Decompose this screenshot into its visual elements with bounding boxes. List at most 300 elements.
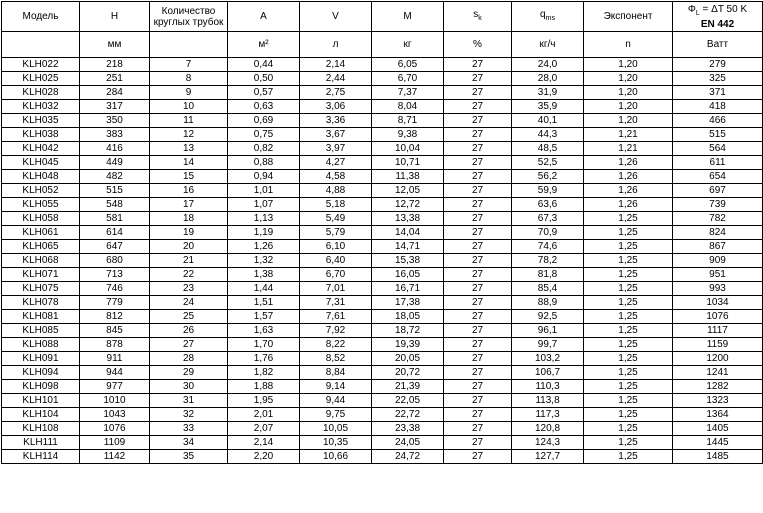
table-cell: 1282 xyxy=(673,380,763,394)
table-cell: 113,8 xyxy=(512,394,584,408)
cell-model: KLH108 xyxy=(2,422,80,436)
table-cell: 1,25 xyxy=(584,436,673,450)
table-cell: 911 xyxy=(80,352,150,366)
table-cell: 654 xyxy=(673,170,763,184)
table-cell: 9 xyxy=(150,86,228,100)
table-cell: 2,14 xyxy=(300,58,372,72)
cell-model: KLH111 xyxy=(2,436,80,450)
table-cell: 1,25 xyxy=(584,324,673,338)
table-cell: 0,57 xyxy=(228,86,300,100)
cell-model: KLH101 xyxy=(2,394,80,408)
table-row xyxy=(2,240,763,254)
table-cell: 22 xyxy=(150,268,228,282)
table-cell: 1,01 xyxy=(228,184,300,198)
table-cell: 19 xyxy=(150,226,228,240)
table-cell: 1,76 xyxy=(228,352,300,366)
unit-volume: л xyxy=(300,32,372,58)
table-cell: 284 xyxy=(80,86,150,100)
table-cell: 7 xyxy=(150,58,228,72)
table-cell: 8,04 xyxy=(372,100,444,114)
table-cell: 1364 xyxy=(673,408,763,422)
table-cell: 824 xyxy=(673,226,763,240)
table-cell: 74,6 xyxy=(512,240,584,254)
cell-model: KLH071 xyxy=(2,268,80,282)
table-body xyxy=(2,58,763,464)
table-cell: 1,63 xyxy=(228,324,300,338)
col-header-volume: V xyxy=(300,2,372,32)
table-cell: 1034 xyxy=(673,296,763,310)
table-cell: 85,4 xyxy=(512,282,584,296)
table-cell: 63,6 xyxy=(512,198,584,212)
table-cell: 0,82 xyxy=(228,142,300,156)
table-cell: 2,01 xyxy=(228,408,300,422)
table-cell: 1076 xyxy=(80,422,150,436)
table-cell: 1,25 xyxy=(584,254,673,268)
cell-model: KLH028 xyxy=(2,86,80,100)
table-cell: 1,25 xyxy=(584,450,673,464)
col-header-sk: $s_k$ xyxy=(444,2,512,32)
table-cell: 1,25 xyxy=(584,352,673,366)
table-row xyxy=(2,100,763,114)
table-cell: 7,37 xyxy=(372,86,444,100)
table-cell: 325 xyxy=(673,72,763,86)
table-row xyxy=(2,338,763,352)
table-cell: 1,21 xyxy=(584,128,673,142)
table-cell: 581 xyxy=(80,212,150,226)
table-cell: 4,88 xyxy=(300,184,372,198)
table-cell: 22,05 xyxy=(372,394,444,408)
table-cell: 20,05 xyxy=(372,352,444,366)
table-cell: 17 xyxy=(150,198,228,212)
table-cell: 782 xyxy=(673,212,763,226)
table-cell: 350 xyxy=(80,114,150,128)
table-cell: 0,75 xyxy=(228,128,300,142)
table-cell: 12,05 xyxy=(372,184,444,198)
table-cell: 27 xyxy=(444,310,512,324)
table-cell: 647 xyxy=(80,240,150,254)
table-cell: 106,7 xyxy=(512,366,584,380)
cell-model: KLH104 xyxy=(2,408,80,422)
table-cell: 27 xyxy=(444,366,512,380)
table-row xyxy=(2,450,763,464)
table-cell: 779 xyxy=(80,296,150,310)
table-cell: 22,72 xyxy=(372,408,444,422)
table-cell: 1,88 xyxy=(228,380,300,394)
table-cell: 15,38 xyxy=(372,254,444,268)
table-row xyxy=(2,408,763,422)
table-cell: 1,13 xyxy=(228,212,300,226)
table-cell: 40,1 xyxy=(512,114,584,128)
table-row xyxy=(2,394,763,408)
cell-model: KLH048 xyxy=(2,170,80,184)
table-cell: 1,95 xyxy=(228,394,300,408)
table-cell: 6,10 xyxy=(300,240,372,254)
table-cell: 27 xyxy=(444,170,512,184)
table-cell: 1,20 xyxy=(584,58,673,72)
table-cell: 28 xyxy=(150,352,228,366)
table-row xyxy=(2,198,763,212)
table-cell: 26 xyxy=(150,324,228,338)
table-cell: 3,67 xyxy=(300,128,372,142)
cell-model: KLH078 xyxy=(2,296,80,310)
table-cell: 9,38 xyxy=(372,128,444,142)
table-cell: 1,82 xyxy=(228,366,300,380)
table-cell: 9,44 xyxy=(300,394,372,408)
table-cell: 218 xyxy=(80,58,150,72)
table-cell: 1,25 xyxy=(584,226,673,240)
table-cell: 1,32 xyxy=(228,254,300,268)
unit-height: мм xyxy=(80,32,150,58)
table-cell: 9,75 xyxy=(300,408,372,422)
table-cell: 10 xyxy=(150,100,228,114)
table-cell: 1,20 xyxy=(584,100,673,114)
table-cell: 0,69 xyxy=(228,114,300,128)
cell-model: KLH065 xyxy=(2,240,80,254)
unit-sk: % xyxy=(444,32,512,58)
table-cell: 5,18 xyxy=(300,198,372,212)
cell-model: KLH081 xyxy=(2,310,80,324)
table-cell: 739 xyxy=(673,198,763,212)
table-cell: 18 xyxy=(150,212,228,226)
table-row xyxy=(2,310,763,324)
table-cell: 11 xyxy=(150,114,228,128)
table-cell: 6,70 xyxy=(372,72,444,86)
table-cell: 449 xyxy=(80,156,150,170)
table-cell: 548 xyxy=(80,198,150,212)
table-row xyxy=(2,156,763,170)
table-cell: 81,8 xyxy=(512,268,584,282)
table-cell: 1109 xyxy=(80,436,150,450)
cell-model: KLH038 xyxy=(2,128,80,142)
cell-model: KLH114 xyxy=(2,450,80,464)
cell-model: KLH035 xyxy=(2,114,80,128)
table-cell: 27 xyxy=(444,142,512,156)
table-cell: 746 xyxy=(80,282,150,296)
table-cell: 52,5 xyxy=(512,156,584,170)
table-cell: 27 xyxy=(444,324,512,338)
table-cell: 1,25 xyxy=(584,310,673,324)
table-cell: 6,40 xyxy=(300,254,372,268)
table-cell: 31,9 xyxy=(512,86,584,100)
table-cell: 27 xyxy=(444,254,512,268)
table-cell: 23 xyxy=(150,282,228,296)
table-cell: 33 xyxy=(150,422,228,436)
table-cell: 27 xyxy=(444,156,512,170)
table-cell: 27 xyxy=(444,282,512,296)
table-cell: 7,31 xyxy=(300,296,372,310)
table-cell: 27 xyxy=(444,380,512,394)
table-cell: 30 xyxy=(150,380,228,394)
table-cell: 96,1 xyxy=(512,324,584,338)
table-cell: 909 xyxy=(673,254,763,268)
unit-exponent: n xyxy=(584,32,673,58)
table-cell: 1,51 xyxy=(228,296,300,310)
table-cell: 697 xyxy=(673,184,763,198)
table-cell: 12 xyxy=(150,128,228,142)
table-cell: 8,71 xyxy=(372,114,444,128)
table-cell: 1,19 xyxy=(228,226,300,240)
table-cell: 88,9 xyxy=(512,296,584,310)
table-cell: 48,5 xyxy=(512,142,584,156)
table-cell: 7,01 xyxy=(300,282,372,296)
table-cell: 1200 xyxy=(673,352,763,366)
table-cell: 19,39 xyxy=(372,338,444,352)
table-cell: 27 xyxy=(444,212,512,226)
table-cell: 1,26 xyxy=(584,198,673,212)
table-cell: 12,72 xyxy=(372,198,444,212)
unit-tube-count xyxy=(150,32,228,58)
table-cell: 1010 xyxy=(80,394,150,408)
cell-model: KLH042 xyxy=(2,142,80,156)
table-row xyxy=(2,170,763,184)
table-row xyxy=(2,296,763,310)
table-row xyxy=(2,324,763,338)
table-cell: 1,25 xyxy=(584,338,673,352)
table-cell: 1,25 xyxy=(584,380,673,394)
col-header-qms: $q_{ms}$ xyxy=(512,2,584,32)
table-cell: 0,88 xyxy=(228,156,300,170)
table-cell: 10,71 xyxy=(372,156,444,170)
table-cell: 2,44 xyxy=(300,72,372,86)
table-cell: 2,07 xyxy=(228,422,300,436)
table-cell: 18,72 xyxy=(372,324,444,338)
table-cell: 34 xyxy=(150,436,228,450)
table-cell: 20 xyxy=(150,240,228,254)
unit-power: Ватт xyxy=(673,32,763,58)
col-header-tube-count: Количество круглых трубок xyxy=(150,2,228,32)
table-cell: 10,04 xyxy=(372,142,444,156)
table-cell: 8,84 xyxy=(300,366,372,380)
cell-model: KLH068 xyxy=(2,254,80,268)
col-header-power: $\Phi_L = \Delta T$ 50 K EN 442 xyxy=(673,2,763,32)
table-cell: 5,49 xyxy=(300,212,372,226)
table-cell: 1043 xyxy=(80,408,150,422)
table-cell: 614 xyxy=(80,226,150,240)
table-header xyxy=(2,2,763,58)
table-cell: 993 xyxy=(673,282,763,296)
table-cell: 1,20 xyxy=(584,86,673,100)
table-cell: 1,44 xyxy=(228,282,300,296)
cell-model: KLH025 xyxy=(2,72,80,86)
table-cell: 713 xyxy=(80,268,150,282)
table-cell: 27 xyxy=(444,58,512,72)
table-cell: 1,26 xyxy=(584,184,673,198)
table-cell: 383 xyxy=(80,128,150,142)
table-cell: 59,9 xyxy=(512,184,584,198)
table-cell: 14 xyxy=(150,156,228,170)
table-cell: 878 xyxy=(80,338,150,352)
table-cell: 1117 xyxy=(673,324,763,338)
table-cell: 845 xyxy=(80,324,150,338)
table-cell: 1,26 xyxy=(584,156,673,170)
table-cell: 16 xyxy=(150,184,228,198)
table-cell: 27 xyxy=(444,226,512,240)
table-cell: 78,2 xyxy=(512,254,584,268)
table-cell: 31 xyxy=(150,394,228,408)
table-cell: 6,70 xyxy=(300,268,372,282)
table-cell: 24,05 xyxy=(372,436,444,450)
table-cell: 812 xyxy=(80,310,150,324)
cell-model: KLH058 xyxy=(2,212,80,226)
table-cell: 515 xyxy=(80,184,150,198)
table-cell: 8,52 xyxy=(300,352,372,366)
cell-model: KLH052 xyxy=(2,184,80,198)
table-cell: 1,25 xyxy=(584,296,673,310)
table-cell: 977 xyxy=(80,380,150,394)
cell-model: KLH091 xyxy=(2,352,80,366)
table-cell: 944 xyxy=(80,366,150,380)
cell-model: KLH032 xyxy=(2,100,80,114)
unit-model xyxy=(2,32,80,58)
table-cell: 680 xyxy=(80,254,150,268)
cell-model: KLH085 xyxy=(2,324,80,338)
table-cell: 124,3 xyxy=(512,436,584,450)
table-cell: 1,57 xyxy=(228,310,300,324)
table-cell: 27 xyxy=(444,86,512,100)
table-cell: 24,0 xyxy=(512,58,584,72)
table-cell: 24 xyxy=(150,296,228,310)
table-cell: 27 xyxy=(444,352,512,366)
table-cell: 20,72 xyxy=(372,366,444,380)
table-cell: 3,06 xyxy=(300,100,372,114)
table-cell: 1,25 xyxy=(584,394,673,408)
table-cell: 1,25 xyxy=(584,212,673,226)
table-cell: 515 xyxy=(673,128,763,142)
table-cell: 21 xyxy=(150,254,228,268)
cell-model: KLH022 xyxy=(2,58,80,72)
table-row xyxy=(2,366,763,380)
table-cell: 1,25 xyxy=(584,240,673,254)
table-row xyxy=(2,352,763,366)
table-cell: 44,3 xyxy=(512,128,584,142)
table-cell: 317 xyxy=(80,100,150,114)
table-cell: 23,38 xyxy=(372,422,444,436)
table-cell: 27 xyxy=(150,338,228,352)
table-cell: 10,66 xyxy=(300,450,372,464)
table-row xyxy=(2,128,763,142)
col-header-height: H xyxy=(80,2,150,32)
table-row xyxy=(2,142,763,156)
table-row xyxy=(2,86,763,100)
table-cell: 1405 xyxy=(673,422,763,436)
table-cell: 371 xyxy=(673,86,763,100)
header-row-units xyxy=(2,32,763,58)
table-cell: 251 xyxy=(80,72,150,86)
table-cell: 951 xyxy=(673,268,763,282)
table-row xyxy=(2,422,763,436)
cell-model: KLH055 xyxy=(2,198,80,212)
table-cell: 70,9 xyxy=(512,226,584,240)
table-cell: 27 xyxy=(444,296,512,310)
table-cell: 4,58 xyxy=(300,170,372,184)
table-cell: 35 xyxy=(150,450,228,464)
table-row xyxy=(2,212,763,226)
table-cell: 28,0 xyxy=(512,72,584,86)
table-cell: 0,94 xyxy=(228,170,300,184)
table-cell: 1,25 xyxy=(584,282,673,296)
table-row xyxy=(2,226,763,240)
table-cell: 1,25 xyxy=(584,268,673,282)
table-cell: 416 xyxy=(80,142,150,156)
table-cell: 13 xyxy=(150,142,228,156)
table-cell: 0,44 xyxy=(228,58,300,72)
table-cell: 27 xyxy=(444,450,512,464)
table-cell: 0,50 xyxy=(228,72,300,86)
table-cell: 1445 xyxy=(673,436,763,450)
table-cell: 16,71 xyxy=(372,282,444,296)
cell-model: KLH088 xyxy=(2,338,80,352)
table-cell: 1,25 xyxy=(584,422,673,436)
unit-qms: кг/ч xyxy=(512,32,584,58)
table-cell: 21,39 xyxy=(372,380,444,394)
table-cell: 10,35 xyxy=(300,436,372,450)
table-cell: 279 xyxy=(673,58,763,72)
table-cell: 17,38 xyxy=(372,296,444,310)
table-cell: 1142 xyxy=(80,450,150,464)
table-cell: 92,5 xyxy=(512,310,584,324)
table-cell: 564 xyxy=(673,142,763,156)
cell-model: KLH045 xyxy=(2,156,80,170)
table-row xyxy=(2,268,763,282)
table-cell: 13,38 xyxy=(372,212,444,226)
table-cell: 27 xyxy=(444,114,512,128)
table-row xyxy=(2,114,763,128)
unit-mass: кг xyxy=(372,32,444,58)
cell-model: KLH061 xyxy=(2,226,80,240)
table-cell: 29 xyxy=(150,366,228,380)
table-cell: 867 xyxy=(673,240,763,254)
table-cell: 110,3 xyxy=(512,380,584,394)
col-header-area: A xyxy=(228,2,300,32)
table-row xyxy=(2,254,763,268)
table-cell: 27 xyxy=(444,128,512,142)
table-cell: 14,04 xyxy=(372,226,444,240)
table-cell: 1,26 xyxy=(228,240,300,254)
table-cell: 18,05 xyxy=(372,310,444,324)
table-cell: 56,2 xyxy=(512,170,584,184)
table-cell: 1,26 xyxy=(584,170,673,184)
table-row xyxy=(2,282,763,296)
table-cell: 117,3 xyxy=(512,408,584,422)
table-cell: 15 xyxy=(150,170,228,184)
table-row xyxy=(2,436,763,450)
table-cell: 3,97 xyxy=(300,142,372,156)
table-cell: 1485 xyxy=(673,450,763,464)
table-cell: 25 xyxy=(150,310,228,324)
table-cell: 32 xyxy=(150,408,228,422)
table-cell: 5,79 xyxy=(300,226,372,240)
table-cell: 27 xyxy=(444,268,512,282)
table-cell: 1076 xyxy=(673,310,763,324)
table-cell: 1,21 xyxy=(584,142,673,156)
table-cell: 27 xyxy=(444,72,512,86)
cell-model: KLH098 xyxy=(2,380,80,394)
table-cell: 1,38 xyxy=(228,268,300,282)
table-cell: 8,22 xyxy=(300,338,372,352)
table-cell: 10,05 xyxy=(300,422,372,436)
table-cell: 1,20 xyxy=(584,72,673,86)
table-cell: 482 xyxy=(80,170,150,184)
table-cell: 9,14 xyxy=(300,380,372,394)
table-cell: 16,05 xyxy=(372,268,444,282)
table-cell: 2,20 xyxy=(228,450,300,464)
table-cell: 4,27 xyxy=(300,156,372,170)
table-cell: 24,72 xyxy=(372,450,444,464)
table-cell: 127,7 xyxy=(512,450,584,464)
unit-area: м² xyxy=(228,32,300,58)
header-row-titles xyxy=(2,2,763,32)
table-cell: 11,38 xyxy=(372,170,444,184)
